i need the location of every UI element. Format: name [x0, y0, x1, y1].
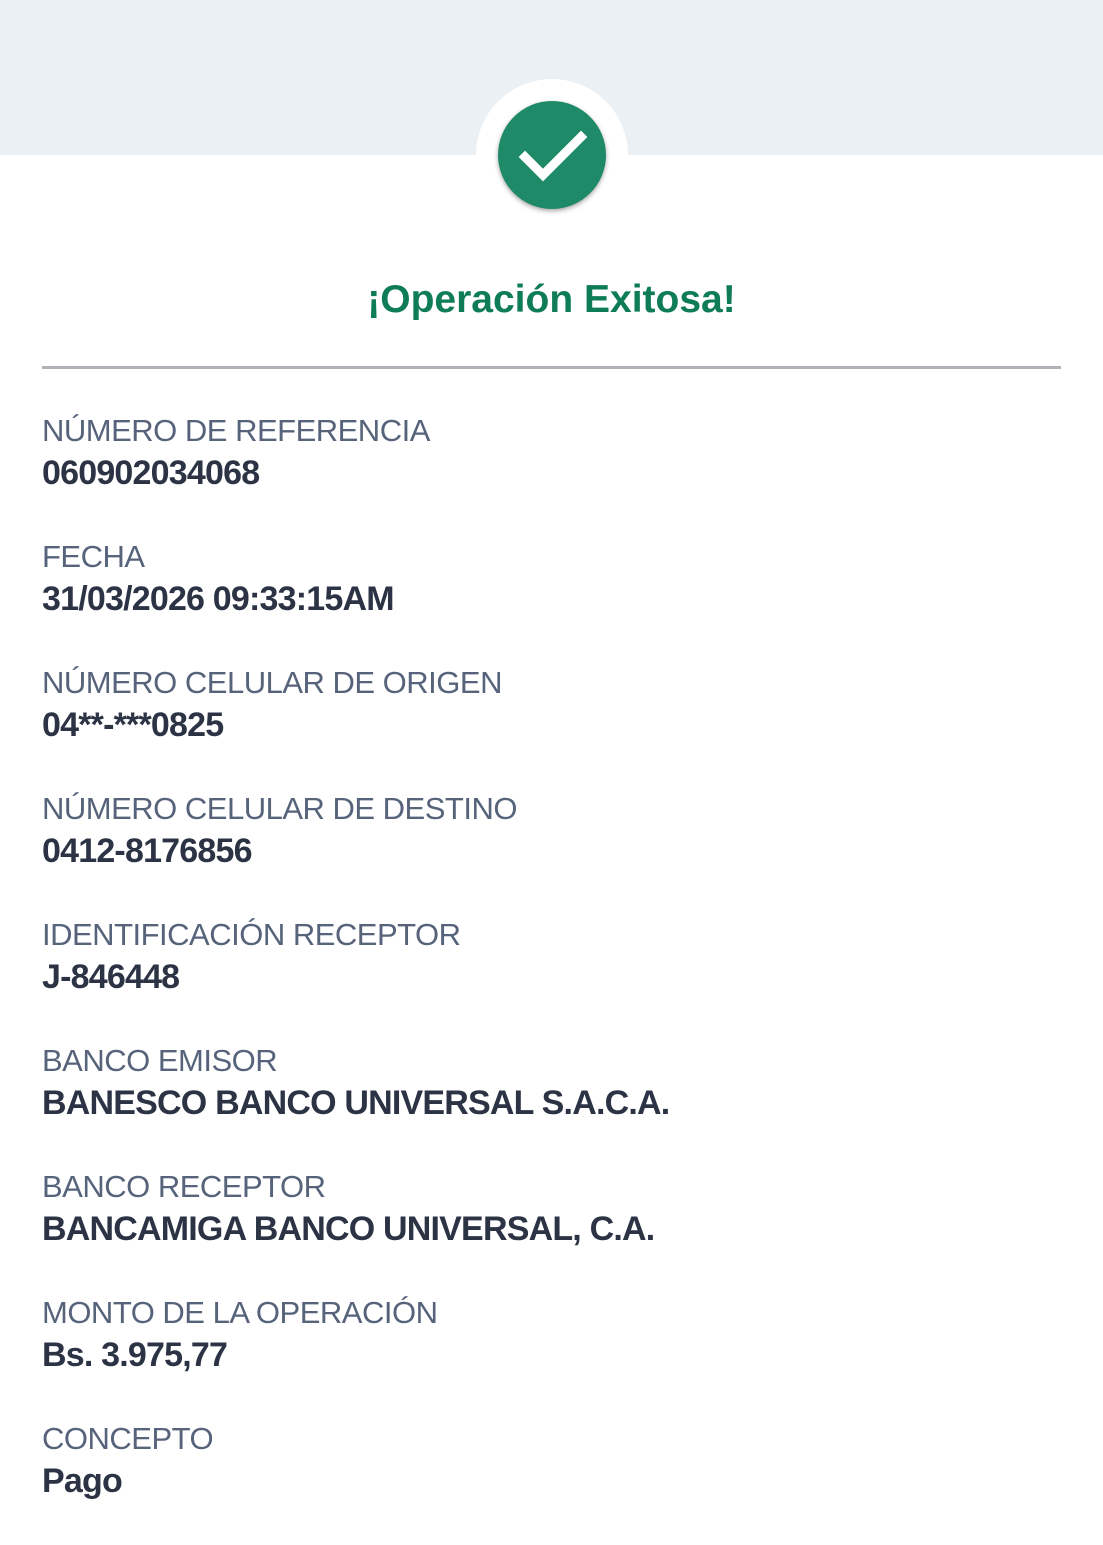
field-value: BANCAMIGA BANCO UNIVERSAL, C.A.	[42, 1210, 655, 1248]
field-receiving-bank	[42, 1167, 1061, 1251]
field-value: 04**-***0825	[42, 706, 224, 744]
field-origin-phone	[42, 663, 1061, 747]
field-reference-number	[42, 411, 1061, 495]
success-badge	[498, 101, 606, 209]
field-value: Pago	[42, 1462, 122, 1500]
field-value: BANESCO BANCO UNIVERSAL S.A.C.A.	[42, 1084, 670, 1122]
field-label: BANCO RECEPTOR	[42, 1169, 326, 1204]
field-label: NÚMERO DE REFERENCIA	[42, 413, 430, 448]
field-label: IDENTIFICACIÓN RECEPTOR	[42, 917, 461, 952]
field-label: FECHA	[42, 539, 145, 574]
field-value: 060902034068	[42, 454, 260, 492]
field-issuing-bank	[42, 1041, 1061, 1125]
field-label: CONCEPTO	[42, 1421, 214, 1456]
field-destination-phone	[42, 789, 1061, 873]
field-value: 31/03/2026 09:33:15AM	[42, 580, 394, 618]
divider	[42, 366, 1061, 369]
field-date	[42, 537, 1061, 621]
field-receiver-id	[42, 915, 1061, 999]
field-concept	[42, 1419, 1061, 1503]
field-value: 0412-8176856	[42, 832, 252, 870]
check-icon	[498, 101, 606, 209]
page-title: ¡Operación Exitosa!	[367, 278, 736, 321]
field-label: BANCO EMISOR	[42, 1043, 278, 1078]
field-value: Bs. 3.975,77	[42, 1336, 228, 1374]
field-label: MONTO DE LA OPERACIÓN	[42, 1295, 438, 1330]
field-label: NÚMERO CELULAR DE ORIGEN	[42, 665, 502, 700]
field-amount	[42, 1293, 1061, 1377]
field-label: NÚMERO CELULAR DE DESTINO	[42, 791, 517, 826]
field-value: J-846448	[42, 958, 180, 996]
